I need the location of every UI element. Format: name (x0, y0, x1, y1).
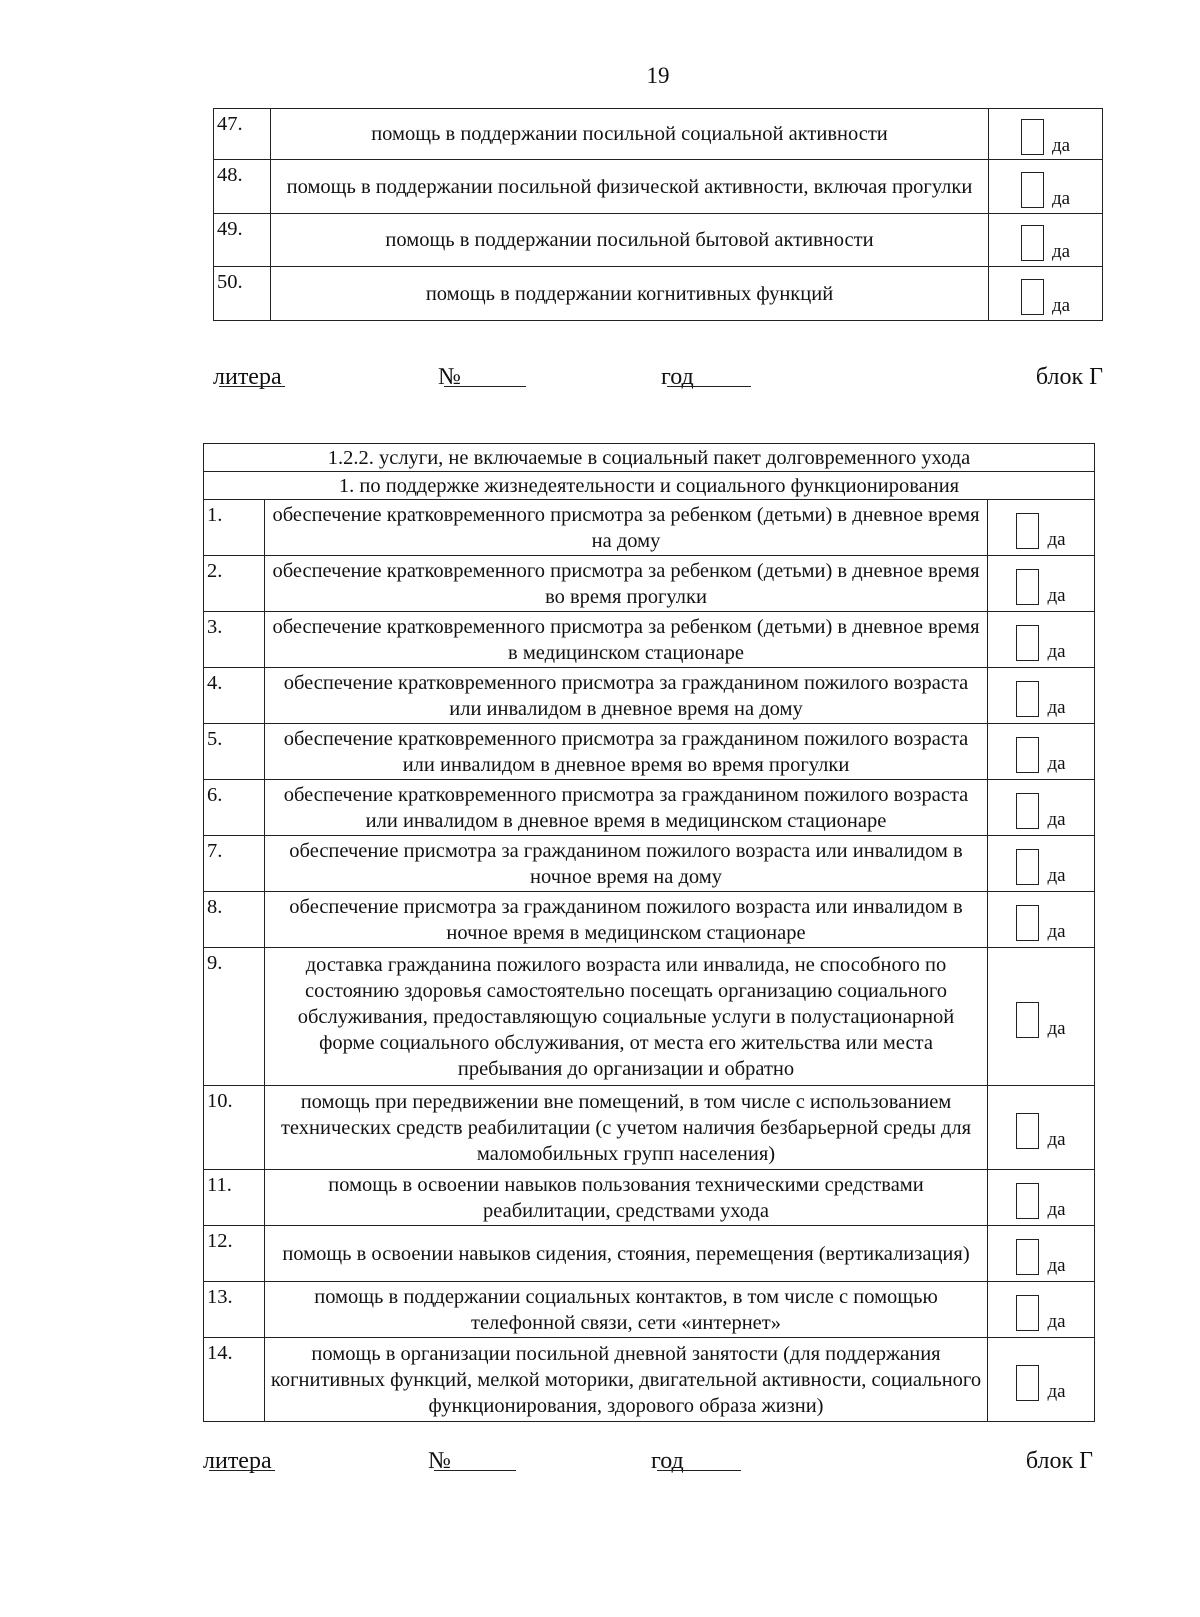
table-row (214, 109, 1103, 160)
yes-label: да (1047, 1254, 1066, 1276)
yes-label: да (1051, 294, 1071, 316)
table-row (204, 1282, 1095, 1338)
block-label: блок Г (1035, 364, 1103, 390)
row-number: 13. (204, 1282, 265, 1338)
year-label: год (651, 1448, 684, 1474)
yes-label: да (1047, 752, 1066, 774)
service-text: обеспечение кратковременного присмотра за гражданином пожилого возраста или инвалидом в дневное время во время прогулки (265, 724, 988, 780)
number-blank[interactable] (444, 364, 526, 387)
service-text: помощь в освоении навыков пользования техническими средствами реабилитации, средствами ухода (265, 1170, 988, 1226)
litera-blank[interactable] (209, 1448, 275, 1471)
services-table-bottom (203, 443, 1095, 1422)
yes-checkbox[interactable] (1016, 1002, 1039, 1038)
service-text: обеспечение кратковременного присмотра за ребенком (детьми) в дневное время в медицинском стационаре (265, 612, 988, 668)
table-row (204, 1170, 1095, 1226)
row-number: 7. (204, 836, 265, 892)
year-blank[interactable] (657, 1448, 741, 1471)
yes-checkbox[interactable] (1016, 793, 1039, 829)
table-row (204, 612, 1095, 668)
table-row (204, 1338, 1095, 1422)
service-text: помощь в поддержании посильной бытовой активности (271, 214, 989, 267)
yes-label: да (1047, 808, 1066, 830)
yes-label: да (1047, 1198, 1066, 1220)
row-number: 1. (204, 500, 265, 556)
table-row (204, 1226, 1095, 1282)
yes-label: да (1047, 528, 1066, 550)
litera-blank[interactable] (219, 364, 285, 387)
service-text: обеспечение присмотра за гражданином пожилого возраста или инвалидом в ночное время в медицинском стационаре (265, 892, 988, 948)
service-text: обеспечение кратковременного присмотра за гражданином пожилого возраста или инвалидом в дневное время в медицинском стационаре (265, 780, 988, 836)
row-number: 10. (204, 1086, 265, 1170)
litera-label: литера (203, 1448, 272, 1474)
row-number: 9. (204, 948, 265, 1086)
yes-checkbox[interactable] (1016, 569, 1039, 605)
subsection-title: 1. по поддержке жизнедеятельности и социального функционирования (204, 472, 1095, 500)
table-row (214, 160, 1103, 214)
number-label: № (428, 1448, 451, 1474)
yes-checkbox[interactable] (1016, 1295, 1039, 1331)
table-row (204, 556, 1095, 612)
row-number: 2. (204, 556, 265, 612)
row-number: 49. (214, 214, 271, 267)
service-text: помощь в поддержании посильной физической активности, включая прогулки (271, 160, 989, 214)
yes-label: да (1051, 187, 1071, 209)
service-text: обеспечение кратковременного присмотра за ребенком (детьми) в дневное время во время прогулки (265, 556, 988, 612)
row-number: 50. (214, 267, 271, 321)
yes-checkbox[interactable] (1021, 172, 1044, 208)
service-text: помощь в поддержании социальных контактов, в том числе с помощью телефонной связи, сети «интернет» (265, 1282, 988, 1338)
yes-checkbox[interactable] (1021, 279, 1044, 315)
number-label: № (438, 364, 461, 390)
yes-label: да (1047, 640, 1066, 662)
service-text: обеспечение кратковременного присмотра за гражданином пожилого возраста или инвалидом в дневное время на дому (265, 668, 988, 724)
table-row (204, 500, 1095, 556)
section-title: 1.2.2. услуги, не включаемые в социальный пакет долговременного ухода (204, 444, 1095, 472)
table-row (204, 668, 1095, 724)
yes-checkbox[interactable] (1016, 625, 1039, 661)
table-row (204, 1086, 1095, 1170)
yes-label: да (1047, 1380, 1066, 1402)
yes-checkbox[interactable] (1016, 905, 1039, 941)
row-number: 48. (214, 160, 271, 214)
table-row (204, 836, 1095, 892)
yes-checkbox[interactable] (1016, 1365, 1039, 1401)
service-text: обеспечение кратковременного присмотра за ребенком (детьми) в дневное время на дому (265, 500, 988, 556)
table-row (214, 267, 1103, 321)
services-table-top (213, 108, 1103, 321)
yes-label: да (1047, 864, 1066, 886)
row-number: 5. (204, 724, 265, 780)
service-text: помощь в поддержании посильной социальной активности (271, 109, 989, 160)
year-label: год (661, 364, 694, 390)
row-number: 11. (204, 1170, 265, 1226)
yes-checkbox[interactable] (1021, 119, 1044, 155)
page-number: 19 (646, 63, 670, 88)
row-number: 3. (204, 612, 265, 668)
yes-label: да (1051, 135, 1071, 156)
service-text: доставка гражданина пожилого возраста или инвалида, не способного по состоянию здоровья самостоятельно посещать организацию социального обслуживания, предоставляющую социальные услуги в полустационарной форме социального обслуживания, от места его жительства или места пребывания до организации и обратно (265, 948, 988, 1086)
yes-label: да (1047, 1310, 1066, 1332)
table-row (204, 892, 1095, 948)
yes-label: да (1047, 920, 1066, 942)
table-row (204, 948, 1095, 1086)
row-number: 8. (204, 892, 265, 948)
year-blank[interactable] (667, 364, 751, 387)
yes-checkbox[interactable] (1016, 737, 1039, 773)
row-number: 14. (204, 1338, 265, 1422)
row-number: 6. (204, 780, 265, 836)
yes-checkbox[interactable] (1016, 1183, 1039, 1219)
yes-checkbox[interactable] (1021, 225, 1044, 261)
yes-label: да (1051, 241, 1071, 262)
row-number: 47. (214, 109, 271, 160)
table-row (204, 780, 1095, 836)
yes-label: да (1047, 584, 1066, 606)
yes-checkbox[interactable] (1016, 513, 1039, 549)
service-text: помощь в освоении навыков сидения, стояния, перемещения (вертикализация) (265, 1226, 988, 1282)
block-label: блок Г (1025, 1448, 1093, 1474)
service-text: обеспечение присмотра за гражданином пожилого возраста или инвалидом в ночное время на дому (265, 836, 988, 892)
yes-label: да (1047, 1017, 1066, 1039)
number-blank[interactable] (434, 1448, 516, 1471)
service-text: помощь в организации посильной дневной занятости (для поддержания когнитивных функций, мелкой моторики, двигательной активности, социального функционирования, здорового образа жизни) (265, 1338, 988, 1422)
yes-checkbox[interactable] (1016, 1239, 1039, 1275)
yes-checkbox[interactable] (1016, 1113, 1039, 1149)
row-number: 4. (204, 668, 265, 724)
footer-line-bottom (203, 1448, 1093, 1478)
table-row (214, 214, 1103, 267)
litera-label: литера (213, 364, 282, 390)
row-number: 12. (204, 1226, 265, 1282)
service-text: помощь при передвижении вне помещений, в том числе с использованием технических средств реабилитации (с учетом наличия безбарьерной среды для маломобильных групп населения) (265, 1086, 988, 1170)
yes-label: да (1047, 696, 1066, 718)
table-row (204, 724, 1095, 780)
service-text: помощь в поддержании когнитивных функций (271, 267, 989, 321)
yes-checkbox[interactable] (1016, 849, 1039, 885)
yes-label: да (1047, 1128, 1066, 1150)
footer-line-top (213, 364, 1103, 394)
yes-checkbox[interactable] (1016, 681, 1039, 717)
